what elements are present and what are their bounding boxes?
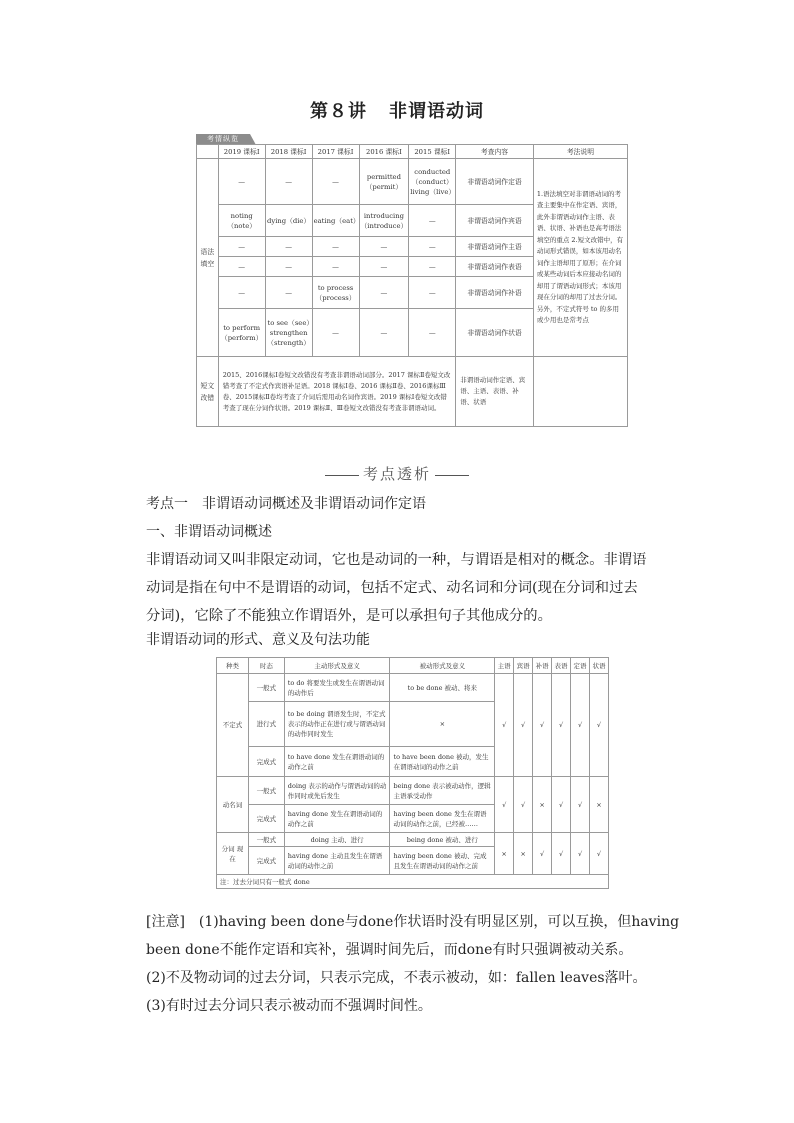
- col-header: 考查内容: [456, 145, 534, 159]
- notes-block: [112, 908, 692, 1020]
- col-header: 种类: [217, 658, 249, 674]
- check-mark: √: [514, 674, 533, 777]
- table-row: 完成式 to have done 发生在谓语动词的动作之前 to have been done 被动，发生在谓语动词的动作之前: [217, 747, 609, 777]
- col-header: 2015 课标Ⅰ: [409, 145, 456, 159]
- intro-text: 非谓语动词又叫非限定动词，它也是动词的一种，与谓语是相对的概念。非谓语动词是指在句中不是谓语的动词，包括不定式、动名词和分词(现在分词和过去分词)，它除了不能独立作谓语外，是可以承担句子其他成分的。: [146, 552, 647, 624]
- table-row: — — — — — 非谓语动词作主语: [197, 237, 628, 257]
- table-row: 语法填空 — — — permitted（permit） conducted（conduct）living（live） 非谓语动词作定语 1.语法填空对非谓语动词的考查主要集中在作定语、宾语，此外非谓语动词作主语、表语、状语、补语也是高考语法填空的重点 2.短文改错中，有动词形式错误，如本该用动名词作主语却用了原形；在介词或某些动词后本应接动名词的却用了谓语动词形式；本该用现在分词的却用了过去分词。另外，不定式符号 to 的多用或少用也是常考点: [197, 159, 628, 205]
- check-mark: ×: [590, 777, 609, 833]
- table-row: 完成式 having done 主动且发生在谓语动词的动作之前 having been done 被动、完成且发生在谓语动词的动作之前: [217, 847, 609, 875]
- table-row: 不定式 一般式 to do 将要发生或发生在谓语动词的动作后 to be done 被动、将来 √ √ √ √ √ √: [217, 674, 609, 702]
- forms-title: 非谓语动词的形式、意义及句法功能: [146, 632, 370, 648]
- check-mark: √: [514, 777, 533, 833]
- table-row: 动名词 一般式 doing 表示的动作与谓语动词的动作同时或先后发生 being done 表示被动动作，逻辑主语承受动作 √ √ × √ √ ×: [217, 777, 609, 805]
- section-title: 考点透析: [362, 465, 431, 483]
- exam-note: 1.语法填空对非谓语动词的考查主要集中在作定语、宾语，此外非谓语动词作主语、表语、状语、补语也是高考语法填空的重点 2.短文改错中，有动词形式错误，如本该用动名词作主语却用了原形；在介词或某些动词后本应接动名词的却用了谓语动词形式；本该用现在分词的却用了过去分词。另外，不定式符号 to 的多用或少用也是常考点: [533, 159, 627, 357]
- check-mark: √: [552, 674, 571, 777]
- check-mark: ×: [495, 833, 514, 875]
- divider: [325, 475, 359, 476]
- group-label: 语法填空: [197, 159, 219, 357]
- table-row: to perform（perform） to see（see）strengthen（strength） — — — 非谓语动词作状语: [197, 309, 628, 357]
- check-mark: √: [571, 674, 590, 777]
- check-mark: √: [495, 674, 514, 777]
- col-header: 考法说明: [533, 145, 627, 159]
- check-mark: √: [571, 833, 590, 875]
- check-mark: √: [495, 777, 514, 833]
- note-1: [注意] (1)having been done与done作状语时没有明显区别，可以互换，但having been done不能作定语和宾补，强调时间先后，而done有时只强调被动关系。: [146, 914, 680, 958]
- col-header: 2016 课标Ⅰ: [359, 145, 409, 159]
- forms-table: [216, 657, 609, 889]
- col-header: 状语: [590, 658, 609, 674]
- lecture-topic: 非谓语动词: [389, 101, 484, 122]
- lecture-number: 第８讲: [310, 101, 367, 122]
- check-mark: √: [552, 833, 571, 875]
- section-header: [0, 463, 794, 484]
- kaodian-heading: 考点一 非谓语动词概述及非谓语动词作定语: [146, 496, 426, 512]
- kind-label: 不定式: [217, 674, 249, 777]
- divider: [435, 475, 469, 476]
- overview-tag: 考情纵览: [196, 134, 250, 145]
- table-row: [217, 875, 609, 889]
- col-header: 2019 课标Ⅰ: [218, 145, 265, 159]
- col-header: 主动形式及意义: [284, 658, 390, 674]
- table-row: — — to process（process） — — 非谓语动词作补语: [197, 277, 628, 309]
- check-mark: √: [590, 833, 609, 875]
- gaicuo-text: 2015、2016课标Ⅰ卷短文改错没有考查非谓语动词部分。2017 课标Ⅱ卷短文改错考查了不定式作宾语补足语。2018 课标Ⅰ卷、2016 课标Ⅱ卷、2016课标Ⅲ卷、2015课标Ⅱ卷均考查了介词后需用动名词作宾语。2019 课标Ⅰ卷短文改错考查了现在分词作状语。2019 课标Ⅱ、Ⅲ卷短文改错没有考查非谓语动词。: [218, 357, 456, 427]
- check-mark: √: [552, 777, 571, 833]
- table-row: [197, 357, 628, 427]
- check-mark: √: [533, 674, 552, 777]
- check-mark: ×: [533, 777, 552, 833]
- check-mark: √: [533, 833, 552, 875]
- page-title: [0, 97, 794, 123]
- intro-paragraph: [146, 546, 650, 630]
- col-header: 2017 课标Ⅰ: [312, 145, 359, 159]
- group-label: 短文改错: [197, 357, 219, 427]
- col-header: 主语: [495, 658, 514, 674]
- overview-table: [196, 144, 628, 427]
- table-row: 完成式 having done 发生在谓语动词的动作之前 having been done 发生在谓语动词的动作之前，已经被……: [217, 805, 609, 833]
- kind-label: 动名词: [217, 777, 249, 833]
- table-row: noting（note） dying（die） eating（eat） introducing（introduce） — 非谓语动词作宾语: [197, 205, 628, 237]
- sub-heading: 一、非谓语动词概述: [146, 524, 272, 540]
- col-header: 2018 课标Ⅰ: [265, 145, 312, 159]
- col-header: 表语: [552, 658, 571, 674]
- col-header: 被动形式及意义: [390, 658, 495, 674]
- table-footnote: 注：过去分词只有一般式 done: [217, 875, 609, 889]
- check-mark: √: [571, 777, 590, 833]
- kind-label: 分词 现在: [217, 833, 249, 875]
- gaicuo-content: 非谓语动词作定语、宾语、主语、表语、补语、状语: [456, 357, 534, 427]
- col-header: 宾语: [514, 658, 533, 674]
- col-header: 时态: [248, 658, 284, 674]
- table-row: — — — — — 非谓语动词作表语: [197, 257, 628, 277]
- note-3: (3)有时过去分词只表示被动而不强调时间性。: [146, 998, 432, 1014]
- note-2: (2)不及物动词的过去分词，只表示完成，不表示被动，如：fallen leaves落叶。: [146, 970, 647, 986]
- table-row: 进行式 to be doing 谓语发生时，不定式表示的动作正在进行或与谓语动词的动作同时发生 ×: [217, 702, 609, 747]
- table-row: 分词 现在 一般式 doing 主动、进行 being done 被动、进行 × × √ √ √ √: [217, 833, 609, 847]
- part-now-label: 现在: [229, 844, 244, 863]
- col-header: 定语: [571, 658, 590, 674]
- check-mark: ×: [514, 833, 533, 875]
- col-header: 补语: [533, 658, 552, 674]
- check-mark: √: [590, 674, 609, 777]
